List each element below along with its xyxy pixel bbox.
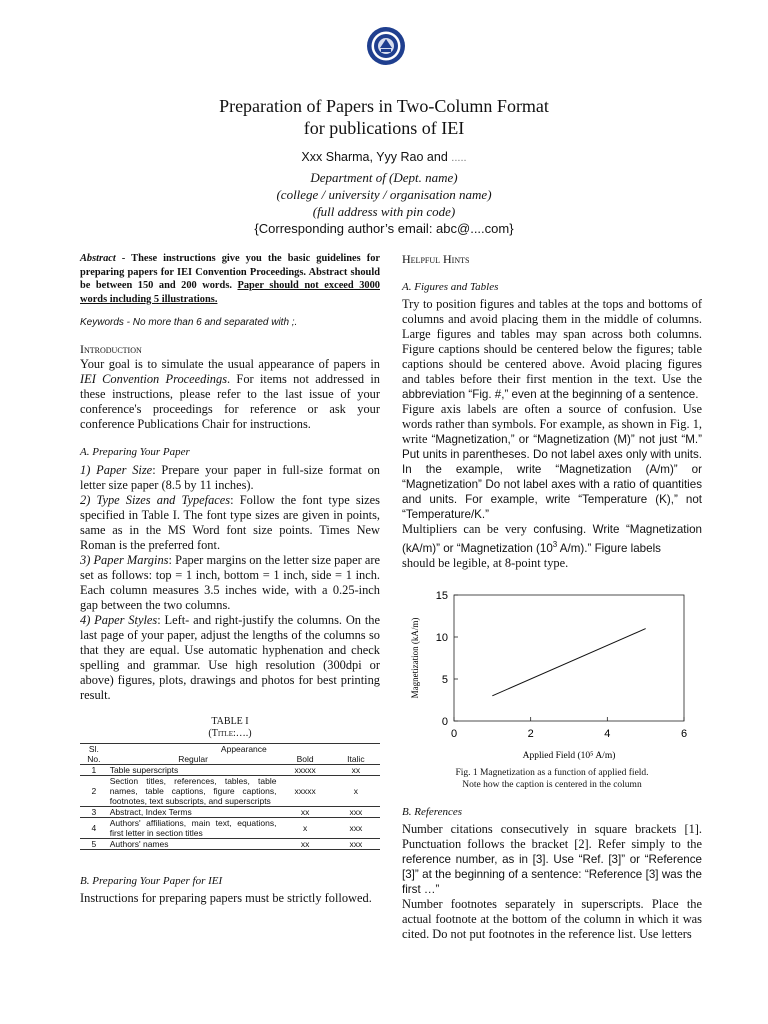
table-cell-regular: Section titles, references, tables, table names, table captions, figure captions, footnotes, text subscripts, and superscripts (109, 776, 277, 806)
table-cell-no: 2 (91, 786, 97, 796)
table-cell-italic: xx (351, 765, 361, 775)
x-tick-label: 4 (604, 728, 611, 741)
margins-text: : Paper margins on the letter size paper are set as follows: top = 1 inch, bottom = 1 inch, side = 1 inch. Each column measures 3.5 inches wide, with a 0.25-inch gap between the two columns. (80, 553, 380, 612)
paper-title-line-2: for publications of IEI (303, 118, 465, 138)
table-head-bold: Bold (296, 754, 314, 764)
table-row (80, 818, 380, 839)
table-cell-no: 1 (91, 765, 97, 775)
paper-size-text: : Prepare your paper in full-size format on letter size paper (8.5 by 11 inches). (80, 463, 380, 492)
styles-text: : Left- and right-justify the columns. On the last page of your paper, adjust the lengths of the columns so that they are equal. Use automatic hyphenation and check spelling and grammar. Use high resolution (300dpi or above) figures, plots, drawings and photos for best printing result. (80, 613, 380, 702)
table-cell-bold: xx (300, 839, 310, 849)
font-size-table (80, 743, 380, 850)
table-row (80, 765, 380, 776)
figures-text-b: abbreviation “Fig. #,” even at the beginning of a sentence. (402, 388, 699, 401)
magnetization-series-line (492, 629, 645, 696)
table-cell-no: 4 (91, 823, 97, 833)
y-tick-label: 0 (441, 716, 448, 729)
type-sizes-text: : Follow the font type sizes specified in Table I. The font type sizes are given in points, same as in the MS Word font size points. Times New Roman is the preferred font. (80, 493, 380, 552)
references-paragraph (402, 822, 702, 897)
section-a-heading: A. Preparing Your Paper (80, 446, 190, 458)
table-cell-bold: xxxxx (294, 786, 316, 796)
table-cell-italic: xxx (349, 839, 363, 849)
figures-text-a: Try to position figures and tables at the tops and bottoms of columns and avoid placing them in the middle of columns. Large figures and tables may span across both columns. Figure captions should be centered below the figures; table captions should be centered above. Avoid placing figures and tables before their first mention in the text. Use the (402, 297, 702, 386)
type-sizes-paragraph (80, 493, 380, 553)
abstract-word-limit: Paper should not exceed 3000 words including 5 illustrations. (80, 280, 380, 305)
axis-text-a: Figure axis labels are often a source of confusion. Use words rather than symbols. For example, as shown in Fig. 1, write (402, 402, 702, 446)
y-tick-label: 10 (435, 632, 448, 645)
styles-label: 4) Paper Styles (80, 613, 158, 627)
table-head-sl: Sl. No. (80, 744, 108, 765)
section-b-text: Instructions for preparing papers must be strictly followed. (80, 891, 372, 905)
x-tick-label: 0 (450, 728, 458, 741)
intro-text-a: Your goal is to simulate the usual appearance of papers in (80, 357, 380, 371)
y-axis-label: Magnetization (kA/m) (410, 617, 420, 699)
margins-paragraph (80, 553, 380, 613)
magnetization-chart (402, 583, 702, 763)
abstract-text: These instructions give you the basic guidelines for preparing papers for IEI Convention Proceedings. Abstract should be between 150 and 200 words. (80, 253, 381, 291)
multipliers-paragraph (402, 522, 702, 571)
institution-seal-icon (366, 26, 406, 66)
table-cell-no: 3 (91, 807, 97, 817)
paper-title-line-1: Preparation of Papers in Two-Column Format (219, 96, 549, 116)
college: (college / university / organisation name) (276, 187, 492, 202)
table-title: (Title:….) (208, 728, 252, 739)
table-cell-bold: xx (300, 807, 310, 817)
abstract-label: Abstract - (80, 253, 126, 264)
table-cell-bold: xxxxx (294, 765, 316, 775)
left-column (80, 248, 380, 906)
address: (full address with pin code) (312, 204, 456, 219)
table-cell-regular: Authors' affiliations, main text, equations, first letter in section titles (109, 818, 277, 838)
multipliers-text-b: confusing. Write “Magnetization (kA/m)” or “Magnetization (10 (402, 523, 702, 556)
x-axis-label: Applied Field (10⁵ A/m) (522, 751, 616, 762)
author-ellipsis: ..... (451, 152, 467, 164)
table-cell-regular: Table superscripts (109, 765, 179, 775)
section-b-heading: B. Preparing Your Paper for IEI (80, 875, 223, 887)
references-text-b: reference number, as in [3]. Use “Ref. [3]” or “Reference [3]” at the beginning of a sentence: “Reference [3] was the first …” (402, 853, 702, 897)
references-heading: B. References (402, 806, 463, 819)
styles-paragraph (80, 613, 380, 703)
table-row (80, 807, 380, 818)
corresponding-email: {Corresponding author’s email: abc@....com} (254, 221, 514, 236)
y-tick-label: 15 (435, 590, 448, 603)
axis-labels-paragraph (402, 402, 702, 522)
plot-frame (454, 595, 684, 721)
keywords: Keywords - No more than 6 and separated with ;. (80, 317, 298, 328)
figure-caption-line-2: Note how the caption is centered in the column (462, 780, 642, 791)
paper-size-label: 1) Paper Size (80, 463, 153, 477)
multipliers-superscript: 3 (552, 540, 558, 549)
margins-label: 3) Paper Margins (80, 553, 169, 567)
table-head-appearance: Appearance (220, 744, 267, 754)
figures-tables-heading: A. Figures and Tables (402, 281, 499, 293)
table-cell-italic: xxx (349, 807, 363, 817)
multipliers-text-a: Multipliers can be very (402, 522, 534, 536)
x-tick-label: 2 (527, 728, 534, 741)
table-row (80, 839, 380, 850)
x-tick-label: 6 (680, 728, 688, 741)
paper-size-paragraph (80, 463, 380, 493)
table-label: TABLE I (211, 716, 249, 727)
intro-heading: Introduction (80, 342, 142, 356)
footnotes-paragraph: Number footnotes separately in superscripts. Place the actual footnote at the bottom of the column in which it was cited. Do not put footnotes in the reference list. Use letters (402, 897, 702, 942)
abstract (80, 252, 380, 306)
right-column (402, 248, 702, 942)
department: Department of (Dept. name) (310, 170, 458, 185)
helpful-hints-heading: Helpful Hints (402, 252, 470, 266)
multipliers-text-c: A/m).” Figure labels (557, 542, 661, 556)
y-tick-label: 5 (441, 674, 448, 687)
table-cell-italic: x (353, 786, 358, 796)
table-head-regular: Regular (178, 754, 208, 764)
table-cell-bold: x (302, 823, 308, 833)
table-cell-italic: xxx (349, 823, 363, 833)
intro-text-b: . For items not addressed in these instructions, please refer to the last issue of your conference's proceedings for reference or ask your conference Publications Chair for instructions. (80, 372, 381, 431)
table-cell-regular: Abstract, Index Terms (109, 807, 192, 817)
author-names: Xxx Sharma, Yyy Rao and (301, 150, 448, 164)
table-cell-regular: Authors' names (109, 839, 169, 849)
figure-caption-line-1: Fig. 1 Magnetization as a function of applied field. (455, 768, 649, 779)
table-head-italic: Italic (347, 754, 365, 764)
intro-text-italic: IEI Convention Proceedings (80, 372, 228, 386)
figures-paragraph (402, 297, 702, 402)
author-line (0, 150, 768, 164)
multipliers-text-d: should be legible, at 8-point type. (402, 556, 569, 571)
table-row (80, 776, 380, 807)
table-cell-no: 5 (91, 839, 97, 849)
references-text-a: Number citations consecutively in square brackets [1]. Punctuation follows the bracket [2]. Refer simply to the (402, 822, 702, 852)
type-sizes-label: 2) Type Sizes and Typefaces (80, 493, 231, 507)
axis-text-b: “Magnetization,” or “Magnetization (M)” not just “M.” Put units in parentheses. Do not label axes only with units. In the example, write “Magnetization (A/m)” or “Magnetization” Do not label axes with a ratio of quantities and units. For example, write “Temperature (K),” not “Temperature/K.” (402, 433, 702, 521)
intro-paragraph (80, 357, 380, 432)
